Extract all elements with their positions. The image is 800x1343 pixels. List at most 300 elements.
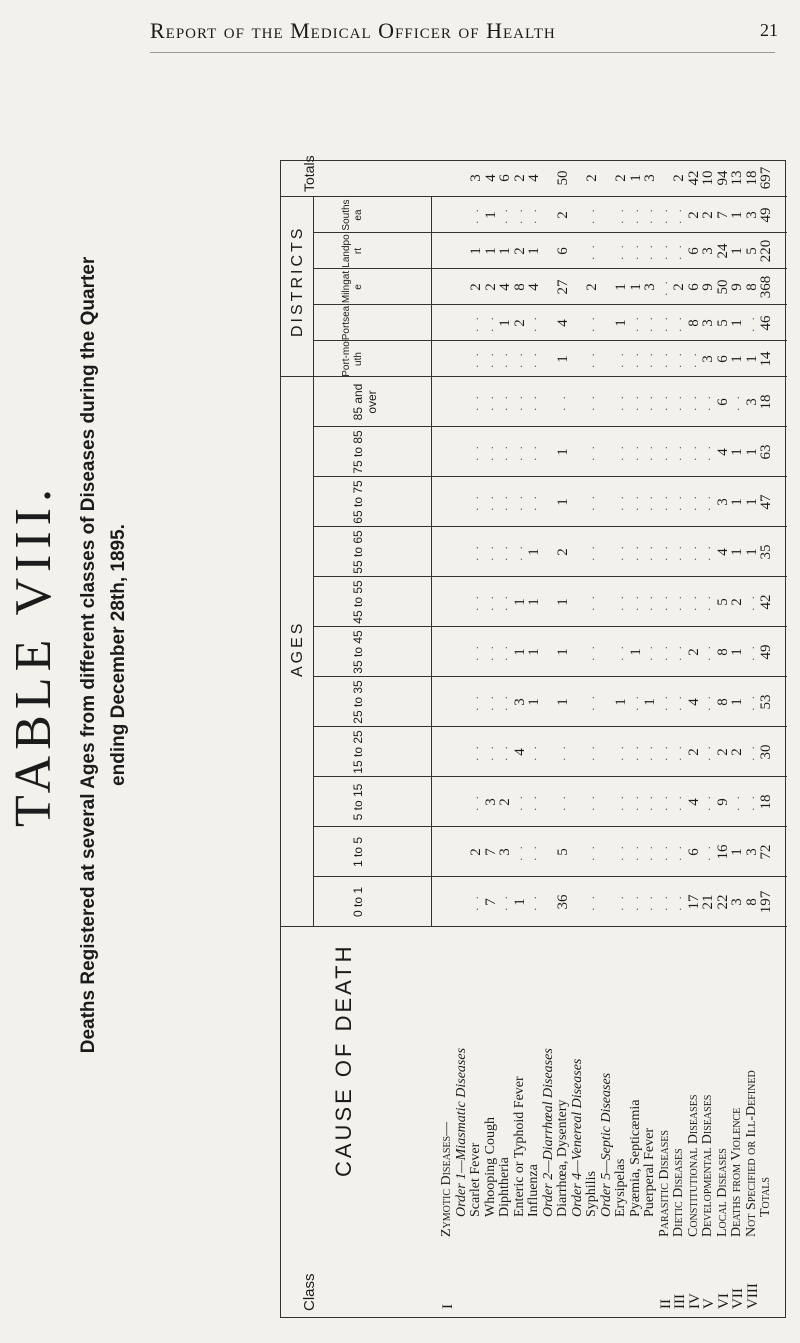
empty-cell: . . xyxy=(657,350,670,368)
empty-cell: . . xyxy=(657,693,670,711)
empty-cell: . . xyxy=(585,793,597,811)
empty-cell: . . xyxy=(498,693,510,711)
district-cell: 1 xyxy=(482,211,499,219)
age-cell: 3 xyxy=(729,898,745,906)
empty-cell: . . xyxy=(628,543,641,561)
empty-cell: . . xyxy=(628,843,641,861)
empty-cell: . . xyxy=(585,350,597,368)
empty-cell: . . xyxy=(585,893,597,911)
empty-cell: . . xyxy=(672,643,684,661)
age-cell: 197 xyxy=(758,890,774,914)
total-cell: 3 xyxy=(642,174,658,182)
empty-cell: . . xyxy=(483,643,496,661)
empty-cell: . . xyxy=(701,843,713,861)
row-label: Deaths from Violence xyxy=(729,1107,744,1237)
empty-cell: . . xyxy=(512,206,525,224)
empty-cell: . . xyxy=(730,793,742,811)
empty-cell: . . xyxy=(614,393,626,411)
age-cell: 18 xyxy=(758,394,774,410)
empty-cell: . . xyxy=(744,743,757,761)
age-col-header: 45 to 55 xyxy=(351,580,365,624)
empty-cell: . . xyxy=(643,543,655,561)
age-cell: 2 xyxy=(714,748,731,756)
districts-heading: DISTRICTS xyxy=(289,225,306,337)
age-cell: 9 xyxy=(714,798,731,806)
district-col-header: Milngate xyxy=(341,270,364,304)
empty-cell: . . xyxy=(672,693,684,711)
age-cell: 1 xyxy=(729,548,745,556)
total-cell: 2 xyxy=(671,174,687,182)
district-cell: 2 xyxy=(511,319,528,327)
empty-cell: . . xyxy=(527,743,539,761)
empty-cell: . . xyxy=(628,893,641,911)
empty-cell: . . xyxy=(701,643,713,661)
empty-cell: . . xyxy=(527,393,539,411)
age-cell: 4 xyxy=(511,748,528,756)
district-cell: 1 xyxy=(743,355,760,363)
empty-cell: . . xyxy=(498,593,510,611)
district-cell: 2 xyxy=(685,211,702,219)
district-cell: 2 xyxy=(468,283,484,291)
empty-cell: . . xyxy=(614,350,626,368)
row-label: Diarrhœa, Dysentery xyxy=(555,1099,570,1217)
empty-cell: . . xyxy=(469,350,481,368)
empty-cell: . . xyxy=(672,893,684,911)
empty-cell: . . xyxy=(498,493,510,511)
empty-cell: . . xyxy=(643,493,655,511)
total-cell: 10 xyxy=(700,170,716,186)
age-cell: 2 xyxy=(729,748,745,756)
deaths-table xyxy=(280,155,786,1318)
empty-cell: . . xyxy=(585,393,597,411)
empty-cell: . . xyxy=(556,743,568,761)
age-cell: 2 xyxy=(497,798,513,806)
empty-cell: . . xyxy=(657,893,670,911)
district-col-header: Southsea xyxy=(341,199,364,231)
age-cell: 63 xyxy=(758,444,774,460)
district-cell: 3 xyxy=(700,319,716,327)
empty-cell: . . xyxy=(498,206,510,224)
total-cell: 94 xyxy=(714,170,731,186)
age-cell: 3 xyxy=(511,698,528,706)
empty-cell: . . xyxy=(483,314,496,332)
row-label: Local Diseases xyxy=(714,1148,730,1237)
age-cell: 1 xyxy=(511,898,528,906)
age-col-header: 75 to 85 xyxy=(351,430,365,474)
row-label: Diphtheria xyxy=(497,1157,512,1217)
age-cell: 16 xyxy=(714,844,731,860)
age-cell: 6 xyxy=(714,398,731,406)
row-label: Order 1—Miasmatic Diseases xyxy=(453,1047,469,1217)
age-cell: 1 xyxy=(555,448,571,456)
age-cell: 36 xyxy=(555,894,571,910)
empty-cell: . . xyxy=(614,493,626,511)
empty-cell: . . xyxy=(527,350,539,368)
empty-cell: . . xyxy=(686,443,699,461)
age-cell: 3 xyxy=(743,398,760,406)
empty-cell: . . xyxy=(628,593,641,611)
total-cell: 3 xyxy=(468,174,484,182)
district-cell: 46 xyxy=(758,315,774,331)
empty-cell: . . xyxy=(614,543,626,561)
district-cell: 1 xyxy=(555,355,571,363)
age-cell: 1 xyxy=(743,548,760,556)
age-col-header: 55 to 65 xyxy=(351,530,365,574)
empty-cell: . . xyxy=(498,543,510,561)
age-cell: 21 xyxy=(700,894,716,910)
empty-cell: . . xyxy=(628,206,641,224)
total-cell: 50 xyxy=(555,170,571,186)
empty-cell: . . xyxy=(628,493,641,511)
empty-cell: . . xyxy=(744,314,757,332)
row-label: Order 2—Diarrhœal Diseases xyxy=(540,1048,556,1217)
table-title-block xyxy=(0,60,160,1250)
age-cell: 72 xyxy=(758,844,774,860)
empty-cell: . . xyxy=(469,593,481,611)
empty-cell: . . xyxy=(585,443,597,461)
district-cell: 5 xyxy=(743,247,760,255)
empty-cell: . . xyxy=(469,543,481,561)
row-class: V xyxy=(701,1298,717,1309)
district-cell: 3 xyxy=(700,247,716,255)
empty-cell: . . xyxy=(512,350,525,368)
total-cell: 18 xyxy=(743,170,760,186)
empty-cell: . . xyxy=(483,350,496,368)
empty-cell: . . xyxy=(657,393,670,411)
age-col-header: 65 to 75 xyxy=(351,480,365,524)
empty-cell: . . xyxy=(643,314,655,332)
age-cell: 2 xyxy=(685,748,702,756)
empty-cell: . . xyxy=(527,493,539,511)
empty-cell: . . xyxy=(643,593,655,611)
row-class: VIII xyxy=(744,1283,761,1309)
district-cell: 2 xyxy=(555,211,571,219)
empty-cell: . . xyxy=(744,593,757,611)
age-cell: 2 xyxy=(468,848,484,856)
district-cell: 1 xyxy=(497,319,513,327)
empty-cell: . . xyxy=(657,843,670,861)
row-label: Developmental Diseases xyxy=(700,1094,715,1237)
district-cell: 6 xyxy=(685,247,702,255)
empty-cell: . . xyxy=(672,350,684,368)
age-cell: 8 xyxy=(743,898,760,906)
empty-cell: . . xyxy=(744,693,757,711)
district-cell: 1 xyxy=(526,247,542,255)
district-cell: 1 xyxy=(729,355,745,363)
empty-cell: . . xyxy=(469,393,481,411)
district-cell: 3 xyxy=(743,211,760,219)
empty-cell: . . xyxy=(469,314,481,332)
district-cell: 220 xyxy=(758,239,774,263)
age-cell: 4 xyxy=(714,548,731,556)
total-cell: 13 xyxy=(729,170,745,186)
empty-cell: . . xyxy=(701,393,713,411)
empty-cell: . . xyxy=(527,443,539,461)
district-cell: 4 xyxy=(497,283,513,291)
empty-cell: . . xyxy=(672,443,684,461)
age-cell: 5 xyxy=(714,598,731,606)
empty-cell: . . xyxy=(628,693,641,711)
empty-cell: . . xyxy=(585,314,597,332)
empty-cell: . . xyxy=(730,393,742,411)
empty-cell: . . xyxy=(527,893,539,911)
age-cell: 1 xyxy=(511,648,528,656)
district-cell: 4 xyxy=(555,319,571,327)
total-cell: 42 xyxy=(685,170,702,186)
empty-cell: . . xyxy=(512,443,525,461)
empty-cell: . . xyxy=(469,893,481,911)
empty-cell: . . xyxy=(628,314,641,332)
empty-cell: . . xyxy=(585,743,597,761)
empty-cell: . . xyxy=(643,206,655,224)
empty-cell: . . xyxy=(483,493,496,511)
row-class: I xyxy=(440,1304,456,1309)
empty-cell: . . xyxy=(614,242,626,260)
district-cell: 14 xyxy=(758,351,774,367)
empty-cell: . . xyxy=(672,793,684,811)
row-label: Zymotic Diseases— xyxy=(439,1121,454,1237)
district-cell: 8 xyxy=(511,283,528,291)
total-cell: 2 xyxy=(584,174,600,182)
district-cell: 1 xyxy=(729,319,745,327)
total-cell: 2 xyxy=(511,174,528,182)
empty-cell: . . xyxy=(585,493,597,511)
empty-cell: . . xyxy=(686,393,699,411)
empty-cell: . . xyxy=(498,643,510,661)
age-col-header: 1 to 5 xyxy=(351,836,365,868)
district-cell: 3 xyxy=(642,283,658,291)
total-cell: 697 xyxy=(758,166,774,190)
empty-cell: . . xyxy=(614,443,626,461)
age-cell: 2 xyxy=(555,548,571,556)
empty-cell: . . xyxy=(701,443,713,461)
empty-cell: . . xyxy=(657,278,670,296)
age-cell: 1 xyxy=(743,448,760,456)
empty-cell: . . xyxy=(512,493,525,511)
empty-cell: . . xyxy=(614,793,626,811)
district-cell: 1 xyxy=(729,211,745,219)
row-class: III xyxy=(672,1294,688,1309)
row-class: VII xyxy=(730,1288,746,1309)
empty-cell: . . xyxy=(585,543,597,561)
empty-cell: . . xyxy=(614,843,626,861)
age-cell: 8 xyxy=(714,648,731,656)
empty-cell: . . xyxy=(657,206,670,224)
empty-cell: . . xyxy=(469,793,481,811)
row-label: Order 5—Septic Diseases xyxy=(598,1072,614,1217)
class-heading: Class xyxy=(301,1273,318,1311)
empty-cell: . . xyxy=(643,393,655,411)
empty-cell: . . xyxy=(744,793,757,811)
empty-cell: . . xyxy=(498,893,510,911)
age-cell: 4 xyxy=(685,798,702,806)
age-cell: 1 xyxy=(526,548,542,556)
cause-heading: CAUSE OF DEATH xyxy=(331,943,356,1177)
age-cell: 1 xyxy=(526,598,542,606)
age-cell: 1 xyxy=(627,648,644,656)
empty-cell: . . xyxy=(701,743,713,761)
age-cell: 35 xyxy=(758,544,774,560)
empty-cell: . . xyxy=(628,743,641,761)
empty-cell: . . xyxy=(628,443,641,461)
empty-cell: . . xyxy=(614,643,626,661)
age-col-header: 5 to 15 xyxy=(351,783,365,821)
district-cell: 1 xyxy=(627,283,644,291)
row-label: Erysipelas xyxy=(613,1158,628,1217)
empty-cell: . . xyxy=(469,206,481,224)
empty-cell: . . xyxy=(498,350,510,368)
empty-cell: . . xyxy=(643,443,655,461)
district-cell: 2 xyxy=(511,247,528,255)
row-label: Syphilis xyxy=(584,1171,599,1217)
district-cell: 5 xyxy=(714,319,731,327)
age-cell: 1 xyxy=(526,698,542,706)
district-cell: 27 xyxy=(555,279,571,295)
age-cell: 2 xyxy=(729,598,745,606)
empty-cell: . . xyxy=(628,350,641,368)
district-col-header: Landport xyxy=(341,234,364,268)
divider-header xyxy=(431,197,432,927)
age-cell: 1 xyxy=(642,698,658,706)
row-class: II xyxy=(657,1299,674,1309)
district-cell: 4 xyxy=(526,283,542,291)
row-label: Order 4—Venereal Diseases xyxy=(569,1058,585,1217)
empty-cell: . . xyxy=(498,743,510,761)
total-cell: 4 xyxy=(482,174,499,182)
empty-cell: . . xyxy=(643,893,655,911)
empty-cell: . . xyxy=(469,743,481,761)
empty-cell: . . xyxy=(585,643,597,661)
empty-cell: . . xyxy=(672,493,684,511)
empty-cell: . . xyxy=(643,350,655,368)
empty-cell: . . xyxy=(657,314,670,332)
empty-cell: . . xyxy=(556,793,568,811)
row-label: Influenza xyxy=(526,1164,541,1217)
age-cell: 1 xyxy=(526,648,542,656)
empty-cell: . . xyxy=(585,693,597,711)
district-cell: 2 xyxy=(482,283,499,291)
district-cell: 1 xyxy=(613,319,629,327)
age-cell: 1 xyxy=(729,698,745,706)
empty-cell: . . xyxy=(744,643,757,661)
row-label: Scarlet Fever xyxy=(468,1142,483,1217)
empty-cell: . . xyxy=(686,350,699,368)
district-cell: 8 xyxy=(685,319,702,327)
table-caption-line-2: ending December 28th, 1895. xyxy=(108,524,129,786)
empty-cell: . . xyxy=(701,793,713,811)
empty-cell: . . xyxy=(527,314,539,332)
table-caption-line-1: Deaths Registered at several Ages from different classes of Diseases during the Quarter xyxy=(78,256,99,1054)
age-cell: 1 xyxy=(555,598,571,606)
empty-cell: . . xyxy=(672,743,684,761)
row-label: Dietic Diseases xyxy=(671,1148,686,1237)
age-cell: 1 xyxy=(729,648,745,656)
empty-cell: . . xyxy=(672,543,684,561)
age-cell: 7 xyxy=(482,898,499,906)
empty-cell: . . xyxy=(469,443,481,461)
empty-cell: . . xyxy=(498,443,510,461)
empty-cell: . . xyxy=(498,393,510,411)
age-cell: 4 xyxy=(714,448,731,456)
empty-cell: . . xyxy=(686,543,699,561)
empty-cell: . . xyxy=(686,593,699,611)
empty-cell: . . xyxy=(657,643,670,661)
age-cell: 30 xyxy=(758,744,774,760)
empty-cell: . . xyxy=(672,843,684,861)
empty-cell: . . xyxy=(672,314,684,332)
age-cell: 4 xyxy=(685,698,702,706)
district-cell: 8 xyxy=(743,283,760,291)
empty-cell: . . xyxy=(512,543,525,561)
empty-cell: . . xyxy=(657,242,670,260)
empty-cell: . . xyxy=(585,593,597,611)
empty-cell: . . xyxy=(527,793,539,811)
age-cell: 42 xyxy=(758,594,774,610)
header-rule xyxy=(150,52,775,53)
district-cell: 2 xyxy=(671,283,687,291)
empty-cell: . . xyxy=(469,693,481,711)
empty-cell: . . xyxy=(701,593,713,611)
row-label: Pyæmia, Septicæmia xyxy=(627,1099,643,1217)
empty-cell: . . xyxy=(657,443,670,461)
age-cell: 3 xyxy=(714,498,731,506)
total-cell: 1 xyxy=(627,174,644,182)
age-cell: 1 xyxy=(555,648,571,656)
empty-cell: . . xyxy=(657,593,670,611)
district-col-header: Portsea xyxy=(341,305,352,341)
row-label: Constitutional Diseases xyxy=(685,1094,701,1237)
district-cell: 49 xyxy=(758,207,774,223)
district-cell: 1 xyxy=(468,247,484,255)
total-cell: 4 xyxy=(526,174,542,182)
district-cell: 50 xyxy=(714,279,731,295)
row-class: IV xyxy=(686,1293,703,1309)
empty-cell: . . xyxy=(614,593,626,611)
page-number: 21 xyxy=(760,20,778,40)
age-cell: 1 xyxy=(729,498,745,506)
empty-cell: . . xyxy=(483,743,496,761)
age-cell: 8 xyxy=(714,698,731,706)
age-cell: 1 xyxy=(555,698,571,706)
empty-cell: . . xyxy=(614,206,626,224)
age-cell: 53 xyxy=(758,694,774,710)
row-label: Not Specified or Ill-Defined xyxy=(743,1070,759,1237)
empty-cell: . . xyxy=(657,793,670,811)
empty-cell: . . xyxy=(585,242,597,260)
district-cell: 6 xyxy=(714,355,731,363)
age-cell: 22 xyxy=(714,894,731,910)
district-cell: 9 xyxy=(729,283,745,291)
empty-cell: . . xyxy=(628,793,641,811)
empty-cell: . . xyxy=(527,843,539,861)
empty-cell: . . xyxy=(628,242,641,260)
empty-cell: . . xyxy=(585,843,597,861)
district-cell: 6 xyxy=(555,247,571,255)
age-cell: 47 xyxy=(758,494,774,510)
empty-cell: . . xyxy=(643,743,655,761)
row-label: Totals xyxy=(758,1177,773,1217)
empty-cell: . . xyxy=(556,393,568,411)
empty-cell: . . xyxy=(483,443,496,461)
age-cell: 1 xyxy=(743,498,760,506)
empty-cell: . . xyxy=(672,593,684,611)
empty-cell: . . xyxy=(701,493,713,511)
age-cell: 1 xyxy=(729,848,745,856)
empty-cell: . . xyxy=(657,543,670,561)
age-col-header: 25 to 35 xyxy=(351,680,365,724)
row-label: Parasitic Diseases xyxy=(656,1130,672,1237)
totals-heading: Totals xyxy=(301,155,317,192)
